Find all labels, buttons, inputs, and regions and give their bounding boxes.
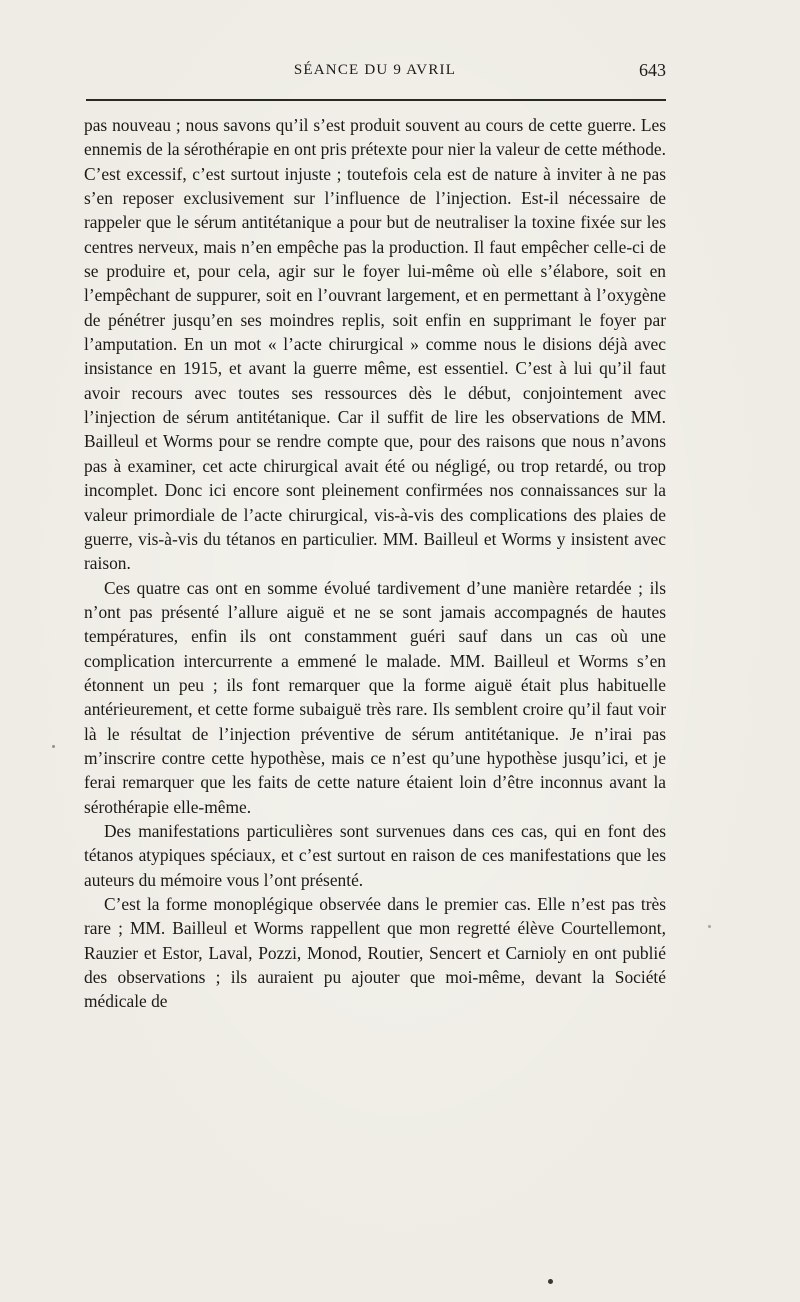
paragraph-1: pas nouveau ; nous savons qu’il s’est produit souvent au cours de cette guerre. Les ennemis de la sérothérapie en ont pris prétexte pour nier la valeur de cette méthode. C’est excessif, c’est surtout injuste ; toutefois cela est de nature à inviter à ne pas s’en reposer exclusivement sur l’influence de l’injection. Est-il nécessaire de rappeler que le sérum antitétanique a pour but de neutraliser la toxine fixée sur les centres nerveux, mais n’en empêche pas la production. Il faut empêcher celle-ci de se produire et, pour cela, agir sur le foyer lui-même où elle s’élabore, soit en l’empêchant de suppurer, soit en l’ouvrant largement, et en permettant à l’oxygène de pénétrer jusqu’en ses moindres replis, soit enfin en supprimant le foyer par l’amputation. En un mot « l’acte chirurgical » comme nous le disions déjà avec insistance en 1915, et avant la guerre même, est essentiel. C’est à lui qu’il faut avoir recours avec toutes ses ressources dès le début, conjointement avec l’injection de sérum antitétanique. Car il suffit de lire les observations de MM. Bailleul et Worms pour se rendre compte que, pour des raisons que nous n’avons pas à examiner, cet acte chirurgical avait été ou négligé, ou trop retardé, ou trop incomplet. Donc ici encore sont pleinement confirmées nos connaissances sur la valeur primordiale de l’acte chirurgical, vis-à-vis des complications des plaies de guerre, vis-à-vis du tétanos en particulier. MM. Bailleul et Worms y insistent avec raison. [84, 115, 666, 574]
paper-speck [52, 745, 55, 748]
page-header [84, 58, 666, 88]
page-number: 643 [639, 60, 666, 80]
paragraph-2: Ces quatre cas ont en somme évolué tardivement d’une manière retardée ; ils n’ont pas présenté l’allure aiguë et ne se sont jamais accompagnés de hautes températures, enfin ils ont constamment guéri sauf dans un cas où une complication intercurrente a emmené le malade. MM. Bailleul et Worms s’en étonnent un peu ; ils font remarquer que la forme aiguë était plus habituelle antérieurement, et cette forme subaiguë très rare. Ils semblent croire qu’il faut voir là le résultat de l’injection préventive de sérum antitétanique. Je n’irai pas m’inscrire contre cette hypothèse, mais ce n’est qu’une hypothèse jusqu’ici, et je ferai remarquer que les faits de cette nature étaient loin d’être inconnus avant la sérothérapie elle-même. [84, 577, 666, 817]
paragraph-4: C’est la forme monoplégique observée dans le premier cas. Elle n’est pas très rare ; MM. Bailleul et Worms rappellent que mon regretté élève Courtellemont, Rauzier et Estor, Laval, Pozzi, Monod, Routier, Sencert et Carnioly en ont publié des observations ; ils auraient pu ajouter que moi-même, devant la Société médicale de [84, 894, 666, 1012]
body-text [84, 113, 666, 1014]
paper-speck [548, 1279, 553, 1284]
paragraph-3: Des manifestations particulières sont survenues dans ces cas, qui en font des tétanos atypiques spéciaux, et c’est surtout en raison de ces manifestations que les auteurs du mémoire vous l’ont présenté. [84, 820, 666, 890]
header-rule [86, 99, 666, 101]
running-title: SÉANCE DU 9 AVRIL [293, 62, 457, 78]
paper-speck [708, 925, 711, 928]
